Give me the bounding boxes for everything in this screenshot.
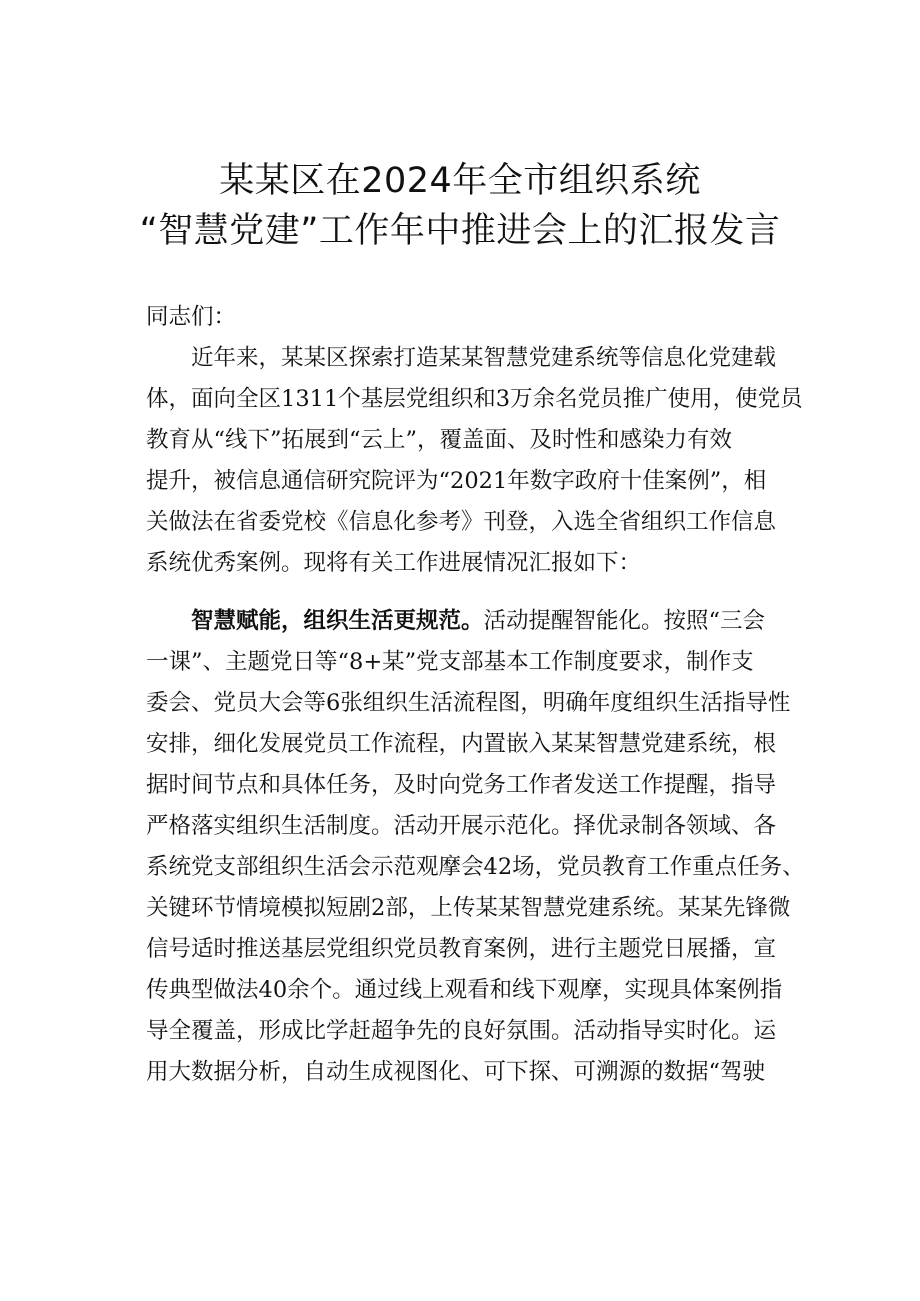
paragraph-first-line-rest: 活动提醒智能化。按照“三会 — [483, 608, 766, 634]
paragraph-line: 安排，细化发展党员工作流程，内置嵌入某某智慧党建系统，根 — [146, 731, 777, 757]
paragraph-line: 近年来，某某区探索打造某某智慧党建系统等信息化党建载 — [191, 345, 777, 371]
greeting: 同志们： — [146, 304, 237, 330]
paragraph-intro — [146, 338, 806, 584]
paragraph-line: 关键环节情境模拟短剧2部，上传某某智慧党建系统。某某先锋微 — [146, 895, 791, 921]
document-title-line-2: “智慧党建”工作年中推进会上的汇报发言 — [139, 211, 781, 251]
paragraph-line: 系统优秀案例。现将有关工作进展情况汇报如下： — [146, 550, 642, 576]
paragraph-line: 用大数据分析，自动生成视图化、可下探、可溯源的数据“驾驶 — [146, 1059, 766, 1085]
paragraph-first-line — [146, 601, 806, 642]
paragraph-line: 据时间节点和具体任务，及时向党务工作者发送工作提醒，指导 — [146, 772, 777, 798]
document-title-line-1: 某某区在2024年全市组织系统 — [219, 161, 701, 201]
paragraph-line: 严格落实组织生活制度。活动开展示范化。择优录制各领域、各 — [146, 813, 777, 839]
paragraph-line: 提升，被信息通信研究院评为“2021年数字政府十佳案例”，相 — [146, 468, 767, 494]
paragraph-line: 传典型做法40余个。通过线上观看和线下观摩，实现具体案例指 — [146, 977, 783, 1003]
paragraph-line: 教育从“线下”拓展到“云上”，覆盖面、及时性和感染力有效 — [146, 427, 733, 453]
paragraph-line: 信号适时推送基层党组织党员教育案例，进行主题党日展播，宣 — [146, 936, 777, 962]
paragraph-line: 一课”、主题党日等“8+某”党支部基本工作制度要求，制作支 — [146, 649, 754, 675]
paragraph-line: 系统党支部组织生活会示范观摩会42场，党员教育工作重点任务、 — [146, 854, 805, 880]
paragraph-smart-empowerment — [146, 601, 806, 1093]
paragraph-line: 导全覆盖，形成比学赶超争先的良好氛围。活动指导实时化。运 — [146, 1018, 777, 1044]
paragraph-line: 关做法在省委党校《信息化参考》刊登，入选全省组织工作信息 — [146, 509, 777, 535]
paragraph-line: 体，面向全区1311个基层党组织和3万余名党员推广使用，使党员 — [146, 386, 803, 412]
section-heading-bold: 智慧赋能，组织生活更规范。 — [191, 608, 484, 634]
paragraph-line: 委会、党员大会等6张组织生活流程图，明确年度组织生活指导性 — [146, 690, 791, 716]
